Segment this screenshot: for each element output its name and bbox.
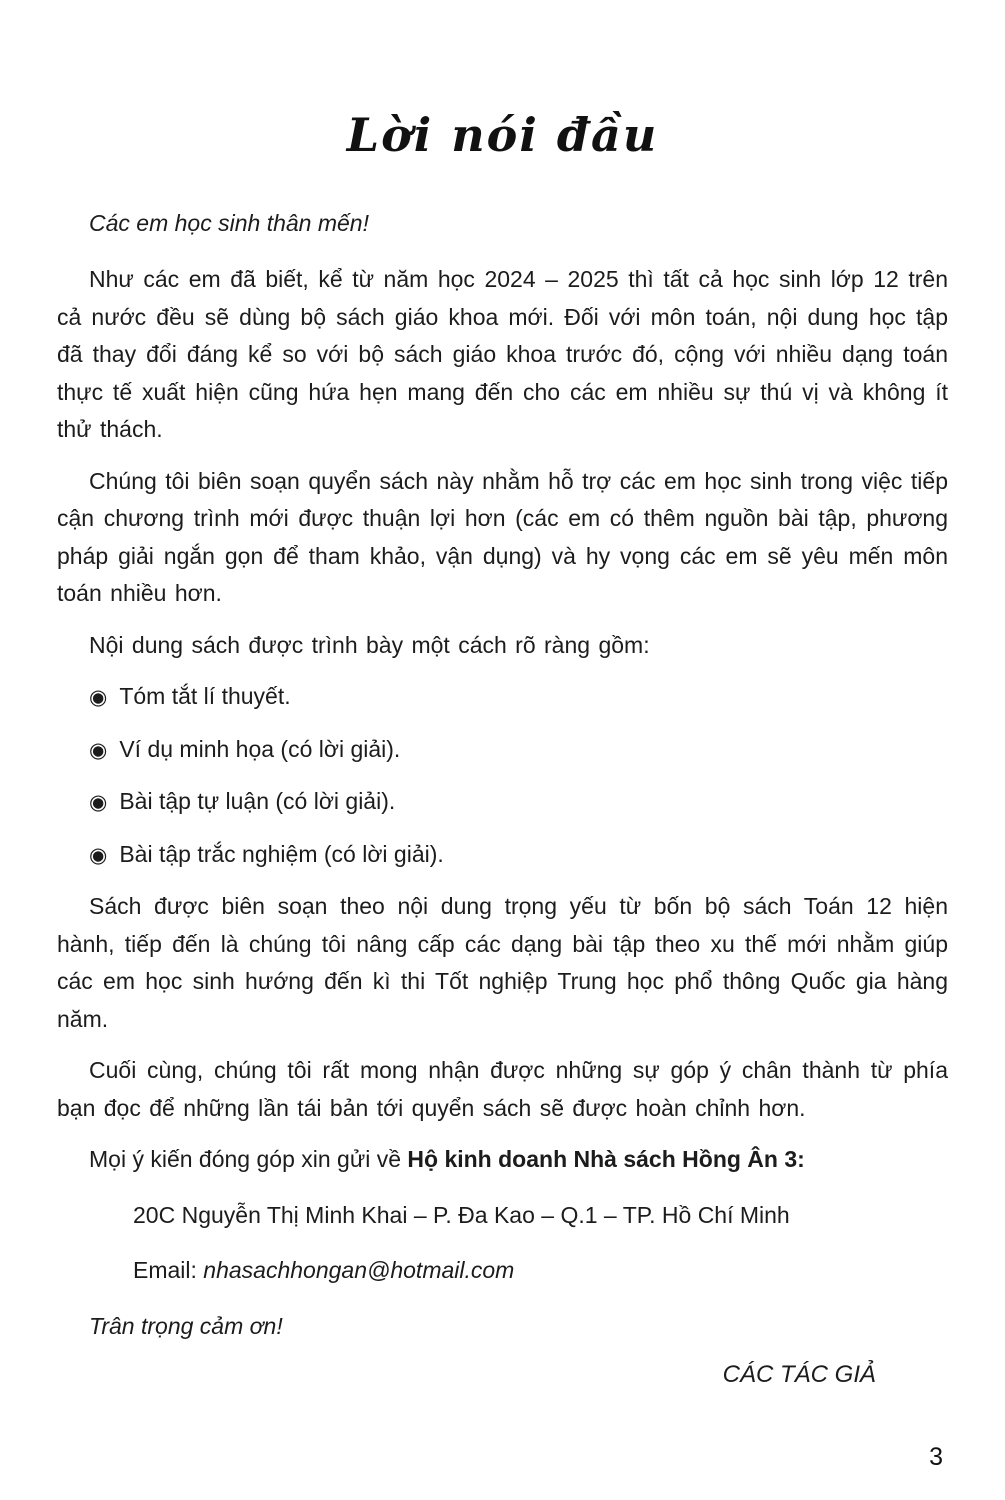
list-intro-paragraph: Nội dung sách được trình bày một cách rõ ràng gồm: xyxy=(89,631,650,658)
closing-paragraph-1: Sách được biên soạn theo nội dung trọng yếu từ bốn bộ sách Toán 12 hiện hành, tiếp đến là chúng tôi nâng cấp các dạng bài tập theo xu thế mới nhằm giúp các em học sinh hướng đến kì thi Tốt nghiệp Trung học phổ thông Quốc gia hàng năm. xyxy=(57,893,948,1032)
fisheye-bullet-icon: ◉ xyxy=(89,686,108,709)
email-address: nhasachhongan@hotmail.com xyxy=(203,1257,515,1283)
list-item-label: Tóm tắt lí thuyết. xyxy=(119,683,291,709)
page-number: 3 xyxy=(929,1443,943,1471)
list-item xyxy=(89,678,948,717)
contact-paragraph xyxy=(57,1141,948,1179)
intro-paragraph-2: Chúng tôi biên soạn quyển sách này nhằm hỗ trợ các em học sinh trong việc tiếp cận chương trình mới được thuận lợi hơn (các em có thêm nguồn bài tập, phương pháp giải ngắn gọn để tham khảo, vận dụng) và hy vọng các em sẽ yêu mến môn toán nhiều hơn. xyxy=(57,467,948,606)
list-item xyxy=(89,836,948,875)
fisheye-bullet-icon: ◉ xyxy=(89,791,108,814)
list-item xyxy=(89,783,948,822)
thanks-text: Trân trọng cảm ơn! xyxy=(89,1312,283,1339)
fisheye-bullet-icon: ◉ xyxy=(89,738,108,762)
fisheye-bullet-icon: ◉ xyxy=(89,843,108,867)
list-item-label: Bài tập trắc nghiệm (có lời giải). xyxy=(119,840,444,867)
intro-paragraph-1: Như các em đã biết, kể từ năm học 2024 – 2025 thì tất cả học sinh lớp 12 trên cả nước đều sẽ dùng bộ sách giáo khoa mới. Đối với môn toán, nội dung học tập đã thay đổi đáng kể so với bộ sách giáo khoa trước đó, cộng với nhiều dạng toán thực tế xuất hiện cũng hứa hẹn mang đến cho các em nhiều sự thú vị và không ít thử thách. xyxy=(57,266,948,442)
page-title: Lời nói đầu xyxy=(346,108,659,162)
contact-colon: : xyxy=(797,1146,805,1172)
closing-paragraph-2: Cuối cùng, chúng tôi rất mong nhận được những sự góp ý chân thành từ phía bạn đọc để những lần tái bản tới quyển sách sẽ được hoàn chỉnh hơn. xyxy=(57,1057,948,1121)
publisher-name: Hộ kinh doanh Nhà sách Hồng Ân 3 xyxy=(407,1146,798,1172)
salutation-text: Các em học sinh thân mến! xyxy=(89,210,369,236)
list-item-label: Ví dụ minh họa (có lời giải). xyxy=(119,735,401,762)
email-label: Email: xyxy=(133,1257,204,1283)
publisher-address: 20C Nguyễn Thị Minh Khai – P. Đa Kao – Q.1 – TP. Hồ Chí Minh xyxy=(133,1201,790,1228)
contact-prefix: Mọi ý kiến đóng góp xin gửi về xyxy=(89,1146,408,1172)
list-item-label: Bài tập tự luận (có lời giải). xyxy=(119,788,396,814)
authors-signature: CÁC TÁC GIẢ xyxy=(722,1361,876,1388)
feature-list xyxy=(89,678,948,874)
list-item xyxy=(89,731,948,770)
email-line xyxy=(57,1252,948,1290)
